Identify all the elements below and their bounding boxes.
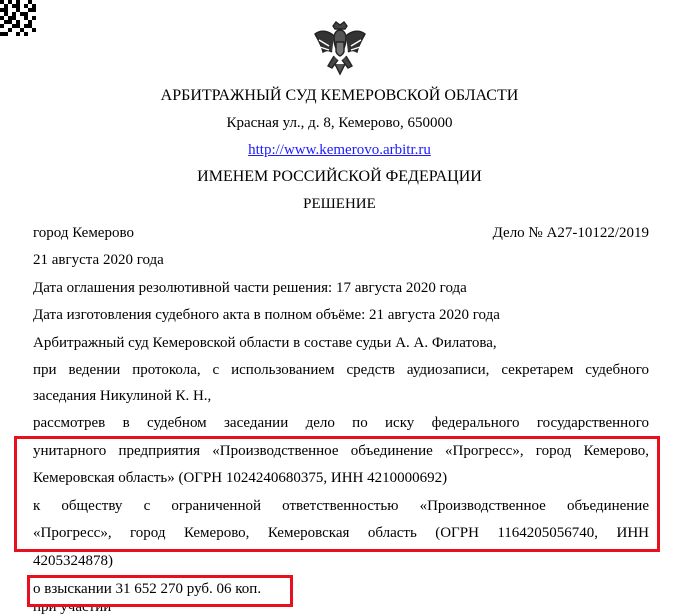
defendant-line-3: 4205324878) bbox=[33, 553, 113, 569]
plaintiff-line-2: Кемеровская область» (ОГРН 1024240680375, ИНН 4210000692) bbox=[33, 470, 448, 486]
court-name: АРБИТРАЖНЫЙ СУД КЕМЕРОВСКОЙ ОБЛАСТИ bbox=[160, 87, 519, 104]
resolution-date: Дата оглашения резолютивной части решения: 17 августа 2020 года bbox=[33, 280, 467, 296]
in-name-heading: ИМЕНЕМ РОССИЙСКОЙ ФЕДЕРАЦИИ bbox=[197, 168, 482, 185]
website-url[interactable]: http://www.kemerovo.arbitr.ru bbox=[248, 142, 431, 158]
defendant-line-2: «Прогресс», город Кемерово, Кемеровская область (ОГРН 1164205056740, ИНН bbox=[33, 525, 649, 541]
document-title: РЕШЕНИЕ bbox=[303, 196, 376, 212]
parties-highlight-box bbox=[14, 436, 660, 552]
cut-off-text: при участии bbox=[33, 605, 112, 615]
defendant-line-1: к обществу с ограниченной ответственностью «Производственное объединение bbox=[33, 498, 649, 514]
court-address: Красная ул., д. 8, Кемерово, 650000 bbox=[226, 115, 453, 131]
protocol-line-2: заседания Никулиной К. Н., bbox=[33, 388, 212, 404]
protocol-line-1: при ведении протокола, с использованием средств аудиозаписи, секретарем судебного bbox=[33, 362, 649, 378]
coat-of-arms-icon bbox=[313, 20, 367, 78]
city: город Кемерово bbox=[33, 225, 134, 241]
court-website-link[interactable] bbox=[0, 142, 679, 159]
claim-highlight-box bbox=[27, 575, 293, 607]
full-text-date: Дата изготовления судебного акта в полном объёме: 21 августа 2020 года bbox=[33, 307, 500, 323]
case-number: Дело № А27-10122/2019 bbox=[492, 225, 649, 241]
court-composition: Арбитражный суд Кемеровской области в составе судьи А. А. Филатова, bbox=[33, 335, 497, 351]
plaintiff-line-1: унитарного предприятия «Производственное объединение «Прогресс», город Кемерово, bbox=[33, 443, 649, 459]
qr-code-icon bbox=[0, 0, 36, 36]
consider-line: рассмотрев в судебном заседании дело по иску федерального государственного bbox=[33, 415, 649, 431]
decision-date: 21 августа 2020 года bbox=[33, 252, 164, 268]
claim-amount: о взыскании 31 652 270 руб. 06 коп. bbox=[33, 581, 262, 597]
